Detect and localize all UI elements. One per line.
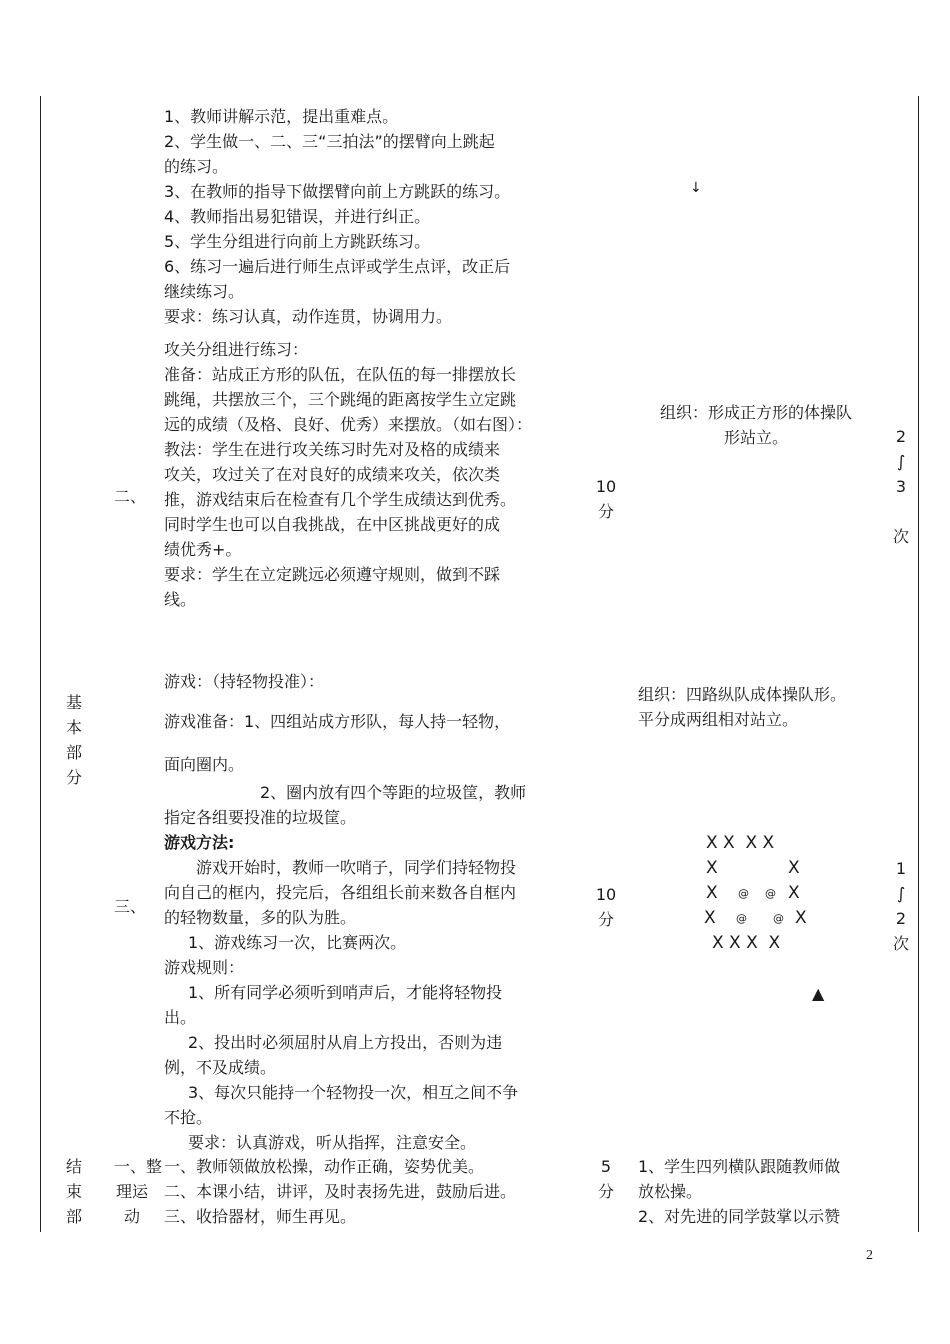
basket-icon: @ [738,887,749,900]
down-arrow-icon: ↓ [690,180,702,196]
section2-line: 线。 [164,590,197,609]
section2-duration [589,474,623,524]
section3-text [164,669,526,1155]
part2-line: 4、教师指出易犯错误，并进行纠正。 [164,207,431,226]
content-label-line: 一、整 [113,1157,162,1176]
reps-value: 3 [895,477,907,496]
label-char: 部 [65,743,82,762]
section3-line: 向自己的框内，投完后，各组组长前来数各自框内 [164,883,517,902]
page-number: 2 [866,1248,873,1263]
section3-line: 3、每次只能持一个轻物投一次，相互之间不争 [188,1083,519,1102]
ending-text [164,1154,516,1229]
content-label-line: 理运 [115,1182,148,1201]
table-left-border [40,96,41,1232]
part2-line: 1、教师讲解示范，提出重难点。 [164,107,399,126]
section2-number: 二、 [114,487,147,506]
section3-line: 的轻物数量，多的队为胜。 [164,908,357,927]
basket-icon: @ [765,887,776,900]
section2-line: 绩优秀+。 [164,540,242,559]
section3-line: 指定各组要投准的垃圾筐。 [164,808,357,827]
section3-number: 三、 [114,897,147,916]
part2-line: 3、在教师的指导下做摆臂向前上方跳跃的练习。 [164,182,511,201]
diagram-student: X [788,883,800,903]
ending-organization [638,1154,840,1229]
label-char: 束 [65,1182,82,1201]
section2-line: 跳绳，共摆放三个，三个跳绳的距离按学生立定跳 [164,390,517,409]
duration-unit: 分 [597,502,614,521]
section2-line: 要求：学生在立定跳远必须遵守规则，做到不踩 [164,565,501,584]
diagram-student: X [704,908,716,928]
org-line: 形站立。 [723,428,788,447]
label-char: 结 [65,1157,82,1176]
part2-line: 6、练习一遍后进行师生点评或学生点评，改正后 [164,257,511,276]
ending-content-label [102,1154,162,1229]
part2-line: 的练习。 [164,157,229,176]
reps-unit: 次 [892,934,909,953]
section2-text [164,337,532,612]
duration-value: 5 [600,1157,612,1176]
section2-organization [636,400,876,450]
part2-line: 2、学生做一、二、三“三拍法”的摆臂向上跳起 [164,132,495,151]
ending-duration [589,1154,623,1204]
org-line: 1、学生四列横队跟随教师做 [638,1157,841,1176]
section3-line: 例，不及成绩。 [164,1058,277,1077]
section3-organization [638,682,846,732]
org-line: 组织：四路纵队成体操队形。 [638,685,847,704]
reps-value: 2 [895,909,907,928]
reps-range: ∫ [896,884,906,903]
section2-line: 攻关分组进行练习： [164,340,309,359]
diagram-row: X X X X [712,933,781,953]
reps-unit: 次 [892,527,909,546]
org-line: 组织：形成正方形的体操队 [659,403,852,422]
section2-line: 攻关，攻过关了在对良好的成绩来攻关，依次类 [164,465,501,484]
diagram-student: X [795,908,807,928]
ending-line: 一、教师领做放松操，动作正确，姿势优美。 [164,1157,485,1176]
section3-line: 游戏：（持轻物投准）： [164,672,325,691]
section3-line: 游戏规则： [164,958,245,977]
org-line: 平分成两组相对站立。 [638,710,799,729]
section3-reps [886,856,916,956]
duration-unit: 分 [597,910,614,929]
basket-icon: @ [736,912,747,925]
label-char: 本 [65,718,82,737]
section2-line: 教法：学生在进行攻关练习时先对及格的成绩来 [164,440,501,459]
section3-line: 要求：认真游戏，听从指挥，注意安全。 [188,1133,477,1152]
section3-line: 1、所有同学必须听到哨声后，才能将轻物投 [188,983,503,1002]
diagram-row: X X X X [706,833,775,853]
label-char: 分 [65,768,82,787]
section3-line: 游戏准备：1、四组站成方形队，每人持一轻物， [164,712,511,731]
part2-text [164,104,510,329]
section2-reps [886,424,916,549]
section3-line: 游戏开始时，教师一吹哨子，同学们持轻物投 [196,858,517,877]
teacher-triangle-icon: ▲ [812,984,825,1003]
ending-line: 二、本课小结，讲评，及时表扬先进，鼓励后进。 [164,1182,517,1201]
content-label-line: 动 [123,1207,140,1226]
basic-part-label [64,690,84,790]
section2-line: 推，游戏结束后在检查有几个学生成绩达到优秀。 [164,490,517,509]
duration-unit: 分 [597,1182,614,1201]
duration-value: 10 [595,477,617,496]
section2-line: 同时学生也可以自我挑战，在中区挑战更好的成 [164,515,501,534]
reps-range: ∫ [896,452,906,471]
basket-icon: @ [773,912,784,925]
diagram-student: X [706,883,718,903]
org-line: 放松操。 [638,1182,703,1201]
section3-line: 面向圈内。 [164,755,245,774]
diagram-student: X [788,858,800,878]
reps-value: 2 [895,427,907,446]
duration-value: 10 [595,885,617,904]
section3-line: 1、游戏练习一次，比赛两次。 [188,933,407,952]
section2-line: 远的成绩（及格、良好、优秀）来摆放。（如右图）： [164,415,533,434]
diagram-student: X [706,858,718,878]
section3-line: 不抢。 [164,1108,213,1127]
part2-line: 继续练习。 [164,282,245,301]
part2-line: 要求：练习认真，动作连贯，协调用力。 [164,307,453,326]
ending-line: 三、收拾器材，师生再见。 [164,1207,357,1226]
section3-line: 2、投出时必须屈肘从肩上方投出，否则为违 [188,1033,503,1052]
section3-duration [589,882,623,932]
section3-line: 游戏方法: [164,833,235,852]
section2-line: 准备：站成正方形的队伍，在队伍的每一排摆放长 [164,365,517,384]
table-right-border [918,96,919,1232]
section3-line: 2、圈内放有四个等距的垃圾筐，教师 [260,783,527,802]
part2-line: 5、学生分组进行向前上方跳跃练习。 [164,232,431,251]
label-char: 部 [65,1207,82,1226]
ending-part-label [64,1154,84,1229]
org-line: 2、对先进的同学鼓掌以示赞 [638,1207,841,1226]
section3-line: 出。 [164,1008,197,1027]
spacer [886,499,916,524]
reps-value: 1 [895,859,907,878]
label-char: 基 [65,693,82,712]
